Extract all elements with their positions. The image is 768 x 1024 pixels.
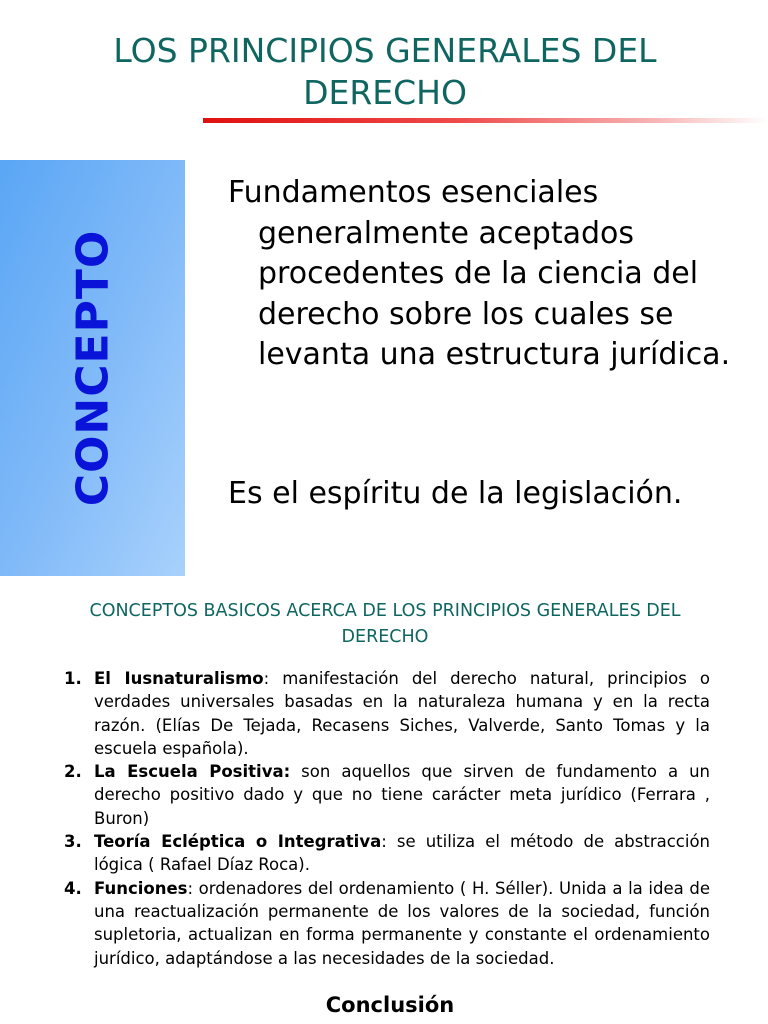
list-item-term: La Escuela Positiva: <box>94 762 291 782</box>
title-underline <box>203 118 768 123</box>
conclusion-heading: Conclusión <box>325 993 455 1017</box>
list-item <box>58 760 710 830</box>
list-item <box>58 830 710 877</box>
concept-side-label: CONCEPTO <box>67 229 118 507</box>
list-item-term: El Iusnaturalismo <box>94 669 264 688</box>
list-item-text: : ordenadores del ordenamiento ( H. Séller). Unida a la idea de una reactualización permanente de los valores de la sociedad, función supletoria, actualizan en forma permanente y constante el ordenamiento jurídico, adaptándose a las necesidades de la sociedad. <box>94 878 710 968</box>
list-item-number: 1. <box>64 669 82 688</box>
concepts-list <box>58 667 710 970</box>
list-item-number: 4. <box>64 878 82 898</box>
list-item-number: 3. <box>64 832 82 852</box>
list-item <box>58 667 710 760</box>
list-item-text: son aquellos que sirven de fundamento a un derecho positivo dado y que no tiene carácter meta jurídico (Ferrara , Buron) <box>94 762 710 828</box>
page-title: LOS PRINCIPIOS GENERALES DEL DERECHO <box>113 31 657 112</box>
concept-spirit: Es el espíritu de la legislación. <box>228 476 683 511</box>
list-item <box>58 877 710 970</box>
list-item-term: Funciones <box>94 878 188 898</box>
list-item-term: Teoría Ecléptica o Integrativa <box>94 832 382 852</box>
list-item-text: : se utiliza el método de abstracción lógica ( Rafael Díaz Roca). <box>94 832 710 875</box>
list-item-text: : manifestación del derecho natural, principios o verdades universales basadas en la naturaleza humana y en la recta razón. (Elías De Tejada, Recasens Siches, Valverde, Santo Tomas y la escuela española). <box>94 669 711 758</box>
concept-definition: Fundamentos esenciales generalmente aceptados procedentes de la ciencia del derecho sobre los cuales se levanta una estructura jurídica. <box>228 175 731 372</box>
section-subtitle: CONCEPTOS BASICOS ACERCA DE LOS PRINCIPIOS GENERALES DEL DERECHO <box>89 601 681 647</box>
concept-side-panel <box>0 160 185 576</box>
list-item-number: 2. <box>64 762 82 782</box>
